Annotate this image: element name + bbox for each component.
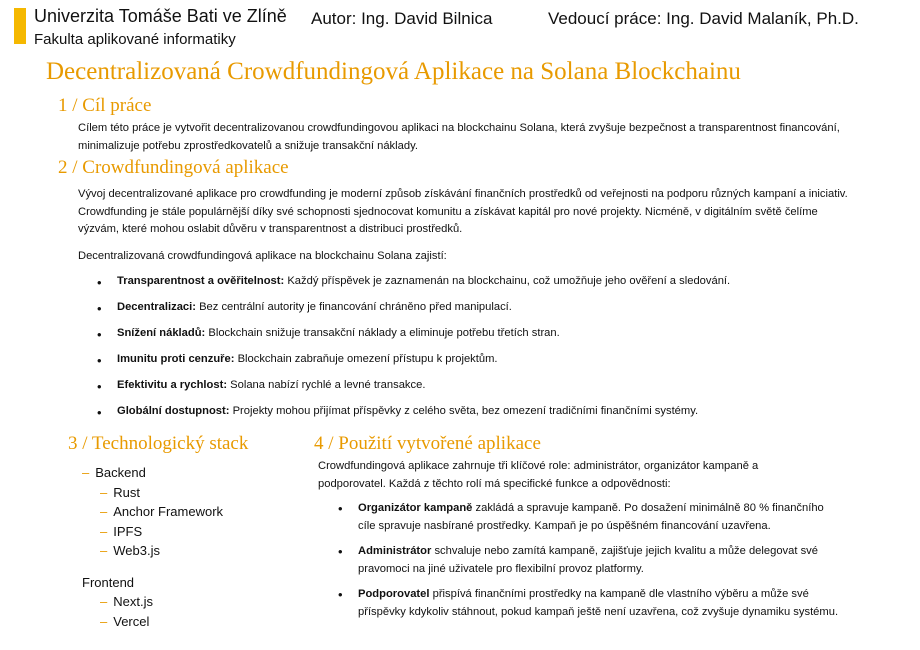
tech-item-label: Rust: [113, 484, 140, 500]
section1-heading: 1 / Cíl práce: [58, 95, 152, 116]
list-item-term: Transparentnost a ověřitelnost:: [117, 275, 285, 287]
list-item-term: Decentralizaci:: [117, 301, 196, 313]
dash-marker: –: [100, 613, 108, 629]
list-item: [117, 327, 857, 353]
frontend-label: Frontend: [82, 574, 135, 590]
section4-roles-list: [358, 500, 843, 621]
section2-intro: Decentralizovaná crowdfundingová aplikace na blockchainu Solana zajistí:: [78, 250, 447, 262]
tech-item-label: IPFS: [113, 523, 143, 539]
list-item-desc: Bez centrální autority je financování chráněno před manipulací.: [195, 301, 512, 313]
section1-text: Cílem této práce je vytvořit decentralizovanou crowdfundingovou aplikaci na blockchainu Solana, která zvyšuje bezpečnost a transparentnost financování, minimalizuje potřebu zprostředkovatelů a snižuje transakční náklady.: [78, 122, 840, 152]
poster-title: Decentralizovaná Crowdfundingová Aplikace na Solana Blockchainu: [46, 58, 741, 85]
list-item-desc: Solana nabízí rychlé a levné transakce.: [227, 379, 426, 391]
role-term: Administrátor: [358, 545, 432, 557]
list-item-term: Imunitu proti cenzuře:: [117, 353, 235, 365]
faculty-name: Fakulta aplikované informatiky: [34, 31, 236, 48]
list-item-desc: Projekty mohou přijímat příspěvky z celého světa, bez omezení tradičními finančními systémy.: [229, 405, 699, 417]
list-item: [358, 500, 843, 535]
tech-item: [82, 502, 302, 522]
tech-stack-tree: [82, 463, 302, 631]
role-desc: přispívá finančními prostředky na kampaně dle vlastního výběru a může své příspěvky kdykoliv stáhnout, pokud kampaň ještě není uzavřena, což zvyšuje dynamiku systému.: [358, 588, 839, 618]
list-item-term: Globální dostupnost:: [117, 405, 230, 417]
list-item-term: Snížení nákladů:: [117, 327, 206, 339]
dash-marker: –: [100, 594, 108, 609]
list-item-desc: Každý příspěvek je zaznamenán na blockchainu, což umožňuje jeho ověření a sledování.: [284, 275, 731, 287]
section2-benefits-list: [117, 275, 857, 431]
dash-marker: –: [100, 504, 108, 519]
list-item: [358, 586, 843, 621]
list-item: [117, 301, 857, 327]
dash-marker: –: [100, 523, 108, 539]
tech-item: [82, 541, 302, 561]
tech-item: [82, 522, 302, 542]
list-item: [117, 275, 857, 301]
section2-text: Vývoj decentralizované aplikace pro crowdfunding je moderní způsob získávání finančních prostředků od veřejnosti na podporu různých kampaní a iniciativ. Crowdfunding je stále populárnější díky své schopnosti sjednocovat komunitu a získávat kapitál pro nové projekty. Nicméně, v digitálním světě čelíme výzvám, které mohou oslabit důvěru v transparentnost a distribuci prostředků.: [78, 188, 848, 235]
role-term: Organizátor kampaně: [358, 502, 473, 514]
list-item-desc: Blockchain zabraňuje omezení přístupu k projektům.: [234, 353, 498, 365]
role-desc: zakládá a spravuje kampaně. Po dosažení minimálně 80 % finančního cíle spravuje nasbírané prostředky. Kampaň je po úspěšném financování uzavřena.: [358, 502, 824, 532]
tech-item: [82, 592, 302, 612]
section3-heading: 3 / Technologický stack: [68, 433, 249, 454]
section2-heading: 2 / Crowdfundingová aplikace: [58, 157, 289, 178]
backend-group: [82, 463, 302, 483]
list-item: [117, 353, 857, 379]
list-item: [358, 543, 843, 578]
section4-heading: 4 / Použití vytvořené aplikace: [314, 433, 541, 454]
university-name: Univerzita Tomáše Bati ve Zlíně: [34, 6, 287, 26]
tech-item: [82, 483, 302, 503]
tech-item-label: Next.js: [113, 594, 153, 609]
dash-marker: –: [100, 484, 108, 500]
university-logo-mark: [14, 8, 26, 44]
backend-label: Backend: [95, 465, 146, 480]
list-item: [117, 379, 857, 405]
tech-item-label: Vercel: [113, 613, 150, 629]
author: Autor: Ing. David Bilnica: [311, 9, 493, 28]
list-item-term: Efektivitu a rychlost:: [117, 379, 228, 391]
dash-marker: –: [100, 543, 108, 558]
tech-item: [82, 612, 302, 632]
tech-item-label: Anchor Framework: [113, 504, 224, 519]
dash-marker: –: [82, 465, 90, 480]
role-desc: schvaluje nebo zamítá kampaně, zajišťuje jejich kvalitu a může delegovat své pravomoci na jiné uživatele pro flexibilní provoz platformy.: [358, 545, 819, 575]
tech-item-label: Web3.js: [113, 543, 160, 558]
section4-text: Crowdfundingová aplikace zahrnuje tři klíčové role: administrátor, organizátor kampaně a podporovatel. Každá z těchto rolí má specifické funkce a odpovědnosti:: [318, 460, 759, 490]
list-item: [117, 405, 857, 431]
role-term: Podporovatel: [358, 588, 430, 600]
list-item-desc: Blockchain snižuje transakční náklady a eliminuje potřebu třetích stran.: [205, 327, 560, 339]
supervisor: Vedoucí práce: Ing. David Malaník, Ph.D.: [548, 9, 859, 28]
